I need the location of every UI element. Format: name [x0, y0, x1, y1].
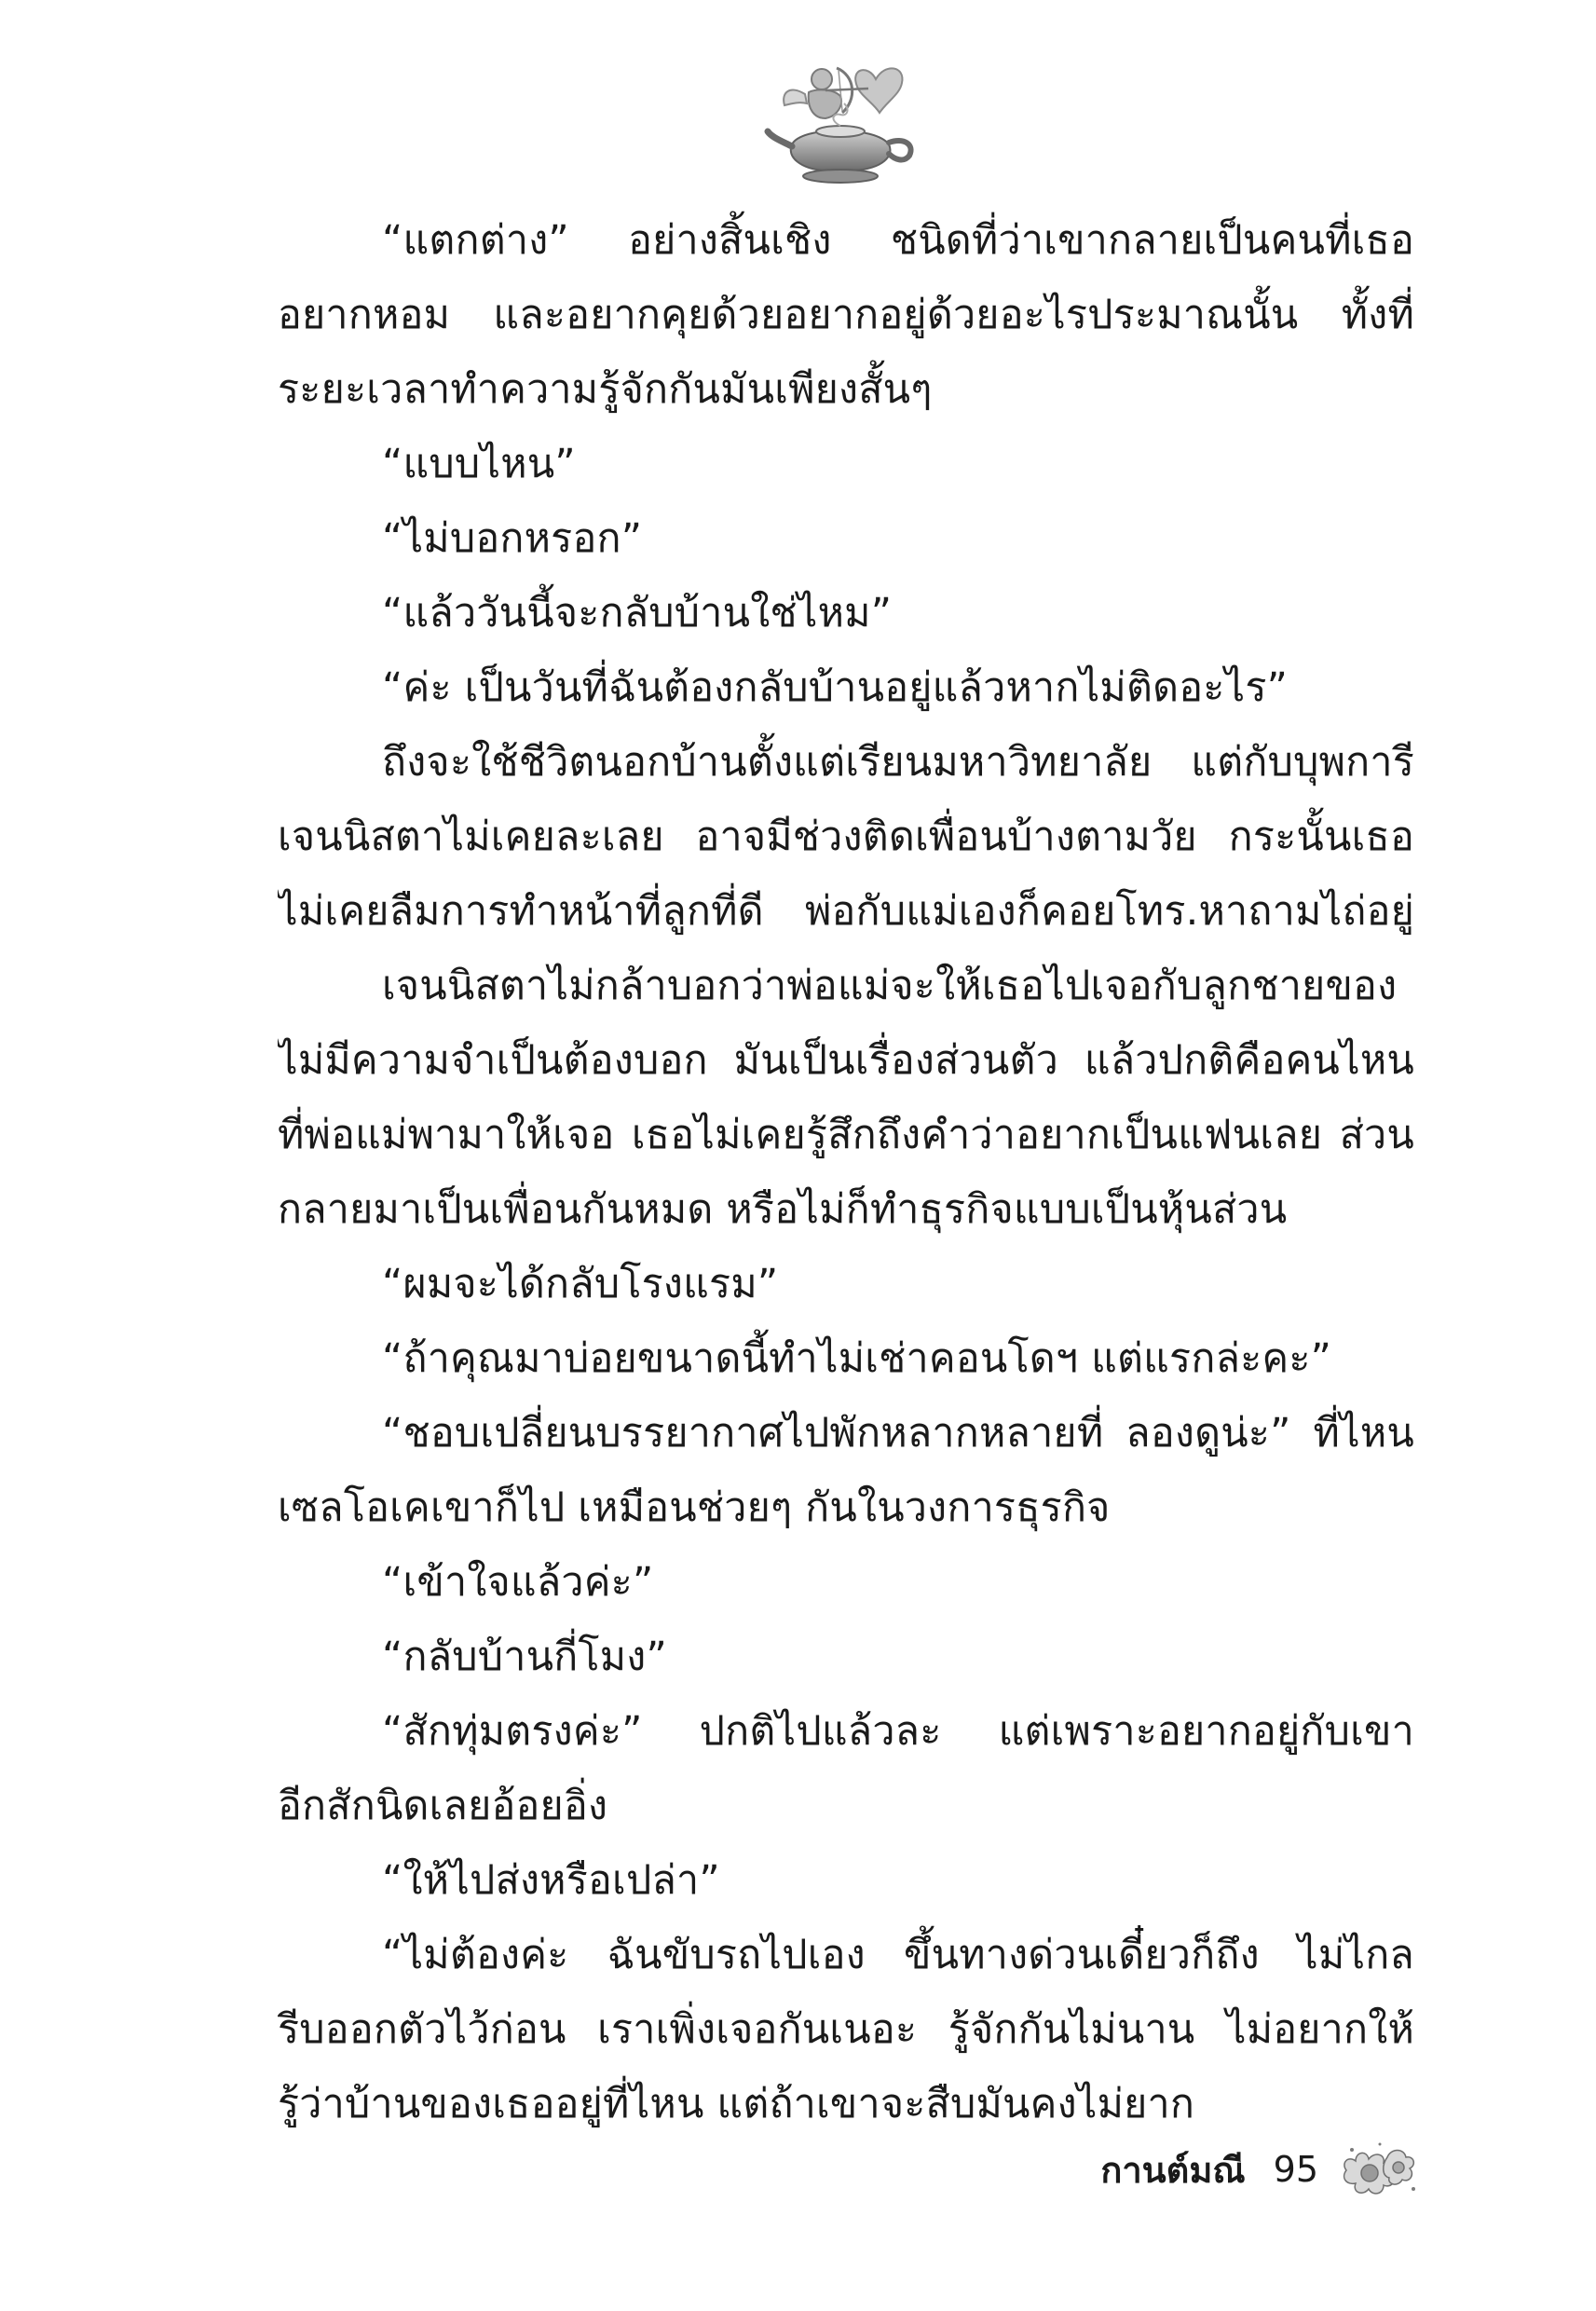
text-line: “ถ้าคุณมาบ่อยขนาดนี้ทำไม่เช่าคอนโดฯ แต่แรกล่ะคะ”	[382, 1335, 1332, 1382]
text-line: เจนนิสตาไม่เคยละเลย อาจมีช่วงติดเพื่อนบ้างตามวัย กระนั้นเธอ	[278, 814, 1414, 860]
page-footer	[1100, 2141, 1419, 2197]
text-line: “ค่ะ เป็นวันที่ฉันต้องกลับบ้านอยู่แล้วหากไม่ติดอะไร”	[382, 664, 1289, 711]
text-line: ถึงจะใช้ชีวิตนอกบ้านตั้งแต่เรียนมหาวิทยาลัย แต่กับบุพการี	[382, 739, 1414, 786]
text-line: “ไม่ต้องค่ะ ฉันขับรถไปเอง ขึ้นทางด่วนเดี๋ยวก็ถึง ไม่ไกล	[382, 1932, 1414, 1978]
text-line: ไม่มีความจำเป็นต้องบอก มันเป็นเรื่องส่วนตัว แล้วปกติคือคนไหน	[278, 1037, 1414, 1084]
text-line: อีกสักนิดเลยอ้อยอิ่ง	[278, 1783, 608, 1829]
text-line: กลายมาเป็นเพื่อนกันหมด หรือไม่ก็ทำธุรกิจแบบเป็นหุ้นส่วน	[278, 1186, 1288, 1233]
text-line: “กลับบ้านกี่โมง”	[382, 1634, 667, 1680]
text-line: “สักทุ่มตรงค่ะ” ปกติไปแล้วละ แต่เพราะอยากอยู่กับเขา	[382, 1708, 1414, 1755]
text-line: รู้ว่าบ้านของเธออยู่ที่ไหน แต่ถ้าเขาจะสืบมันคงไม่ยาก	[278, 2081, 1195, 2127]
text-line: “แบบไหน”	[382, 441, 576, 487]
text-line: ระยะเวลาทำความรู้จักกันมันเพียงสั้นๆ	[278, 366, 933, 413]
page-number: 95	[1273, 2149, 1318, 2190]
flower-icon	[1339, 2139, 1419, 2200]
text-line: “ผมจะได้กลับโรงแรม”	[382, 1261, 779, 1307]
cherub-teapot-icon	[764, 51, 922, 191]
text-line: อยากหอม และอยากคุยด้วยอยากอยู่ด้วยอะไรประมาณนั้น ทั้งที่	[278, 292, 1414, 338]
body-text	[278, 203, 1414, 2141]
text-line: “ให้ไปส่งหรือเปล่า”	[382, 1857, 720, 1904]
text-line: เจนนิสตาไม่กล้าบอกว่าพ่อแม่จะให้เธอไปเจอกับลูกชายของ	[382, 963, 1398, 1009]
text-line: เซลโอเคเขาก็ไป เหมือนช่วยๆ กันในวงการธุรกิจ	[278, 1484, 1111, 1531]
text-line: “ชอบเปลี่ยนบรรยากาศไปพักหลากหลายที่ ลองดูน่ะ” ที่ไหน	[382, 1410, 1414, 1456]
book-title: กานต์มณี	[1100, 2149, 1246, 2191]
text-line: “แตกต่าง” อย่างสิ้นเชิง ชนิดที่ว่าเขากลายเป็นคนที่เธอ	[382, 217, 1414, 264]
text-line: “แล้ววันนี้จะกลับบ้านใช่ไหม”	[382, 590, 893, 636]
text-line: ไม่เคยลืมการทำหน้าที่ลูกที่ดี พ่อกับแม่เองก็คอยโทร.หาถามไถ่อยู่	[278, 888, 1414, 935]
text-line: “ไม่บอกหรอก”	[382, 515, 643, 562]
text-line: ที่พ่อแม่พามาให้เจอ เธอไม่เคยรู้สึกถึงคำว่าอยากเป็นแฟนเลย ส่วน	[278, 1112, 1414, 1158]
text-line: “เข้าใจแล้วค่ะ”	[382, 1559, 654, 1606]
text-line: รีบออกตัวไว้ก่อน เราเพิ่งเจอกันเนอะ รู้จักกันไม่นาน ไม่อยากให้	[278, 2006, 1414, 2053]
